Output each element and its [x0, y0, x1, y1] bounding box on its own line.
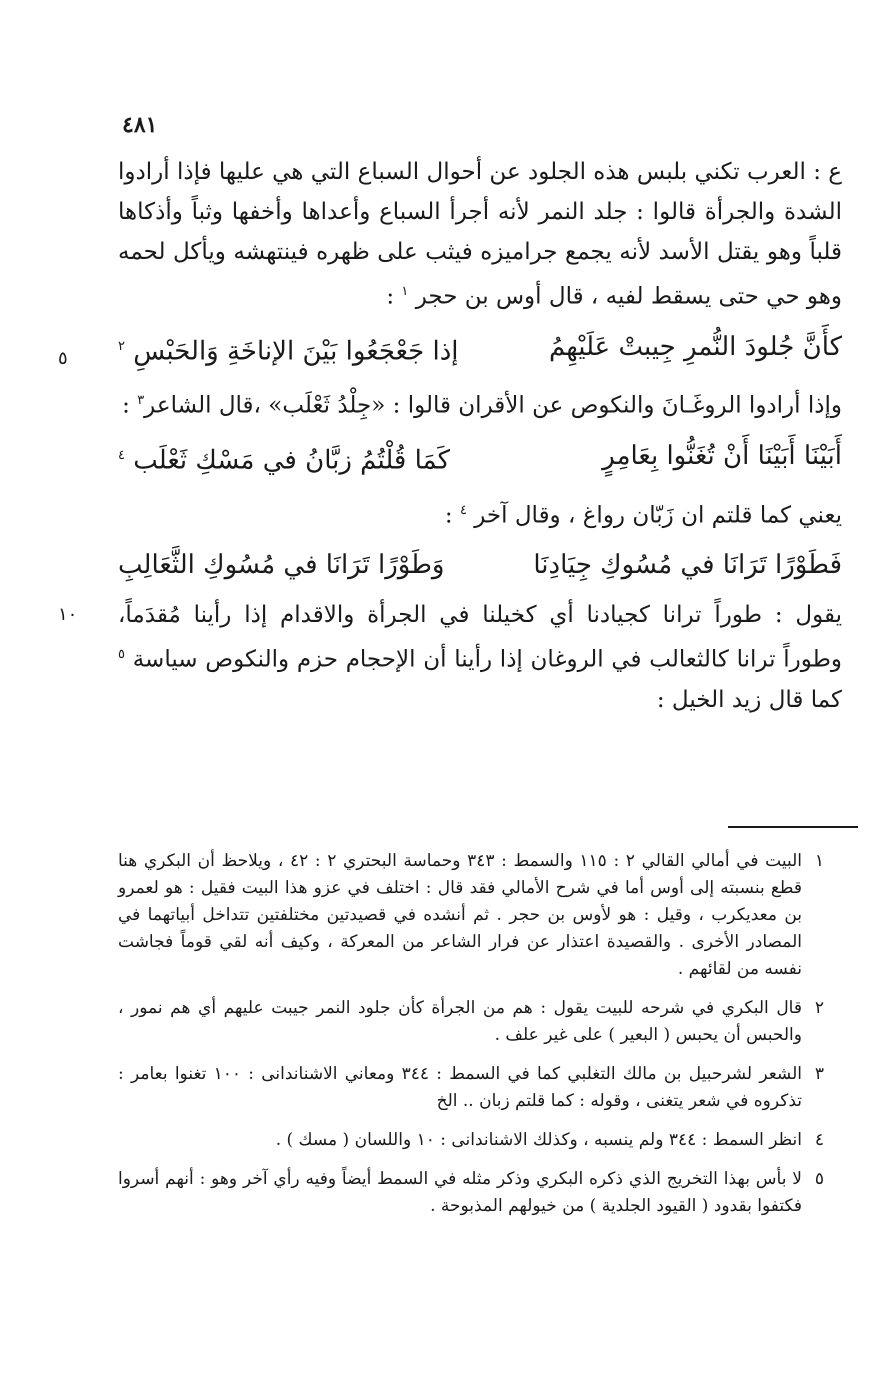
- paragraph-4: [118, 595, 842, 720]
- paragraph-2-text: وإذا أرادوا الروغَـانَ والنكوص عن الأقران قالوا : «جِلْدُ ثَعْلَب» ،قال الشاعر: [144, 392, 842, 419]
- footnote-3: [118, 1061, 824, 1115]
- footnote-ref-4b: ٤: [459, 502, 467, 518]
- paragraph-1: [118, 152, 842, 317]
- footnote-2: [118, 995, 824, 1049]
- footnote-text: قال البكري في شرحه للبيت يقول : هم من الجرأة كأن جلود النمر جيبت عليهم أي هم نمور ، والحبس أن يحبس ( البعير ) على غير علف .: [118, 998, 802, 1045]
- verse-3: [118, 543, 842, 587]
- footnote-divider: [728, 826, 858, 828]
- page-number: ٤٨١: [122, 112, 158, 138]
- footnote-ref-5: ٥: [118, 647, 125, 663]
- paragraph-3-text: يعني كما قلتم ان زَبّان رواغ ، وقال آخر: [474, 502, 842, 529]
- verse-2-second-text: كَمَا قُلْتُمُ زبَّانُ في مَسْكِ ثَعْلَب: [133, 445, 450, 476]
- paragraph-4-end: كما قال زيد الخيل :: [656, 686, 842, 713]
- footnote-5: [118, 1166, 824, 1220]
- paragraph-3: [118, 491, 842, 536]
- verse-2-first-hemistich: أَبَيْنَا أَبَيْنَا أَنْ تُغَنُّوا بِعَامِرٍ: [602, 440, 842, 471]
- footnote-ref-1: ١: [401, 284, 409, 299]
- footnote-number: ٥: [814, 1169, 824, 1189]
- line-number-5: ٥: [58, 348, 68, 369]
- paragraph-2-end: :: [122, 392, 138, 419]
- verse-1-first-hemistich: كأَنَّ جُلودَ النُّمرِ جِيبتْ عَلَيْهِمُ: [548, 331, 842, 362]
- verse-1-second-text: إذا جَعْجَعُوا بَيْنَ الإناخَةِ وَالحَبْسِ: [133, 336, 459, 367]
- paragraph-1-text: ع : العرب تكني بلبس هذه الجلود عن أحوال السباع التي هي عليها فإذا أرادوا الشدة والجرأة قالوا : جلد النمر لأنه أجرأ السباع وأعداها وأخفها وثباً وأذكاها قلباً وهو يقتل الأسد لأنه يجمع جراميزه فيثب على ظهره فينتهشه ويأكل لحمه وهو حي حتى يسقط لفيه ، قال أوس بن حجر: [118, 159, 842, 310]
- footnote-4: [118, 1127, 824, 1154]
- footnote-number: ٢: [814, 998, 824, 1018]
- footnote-number: ١: [814, 851, 824, 871]
- footnote-ref-2: ٢: [118, 338, 125, 354]
- verse-2: [118, 434, 842, 483]
- verse-2-second-hemistich: [118, 434, 450, 483]
- paragraph-3-end: :: [444, 502, 460, 529]
- main-text: [118, 152, 842, 720]
- footnote-ref-3: ٣: [137, 393, 145, 409]
- line-number-10: ١٠: [58, 604, 78, 625]
- paragraph-1-end: :: [386, 283, 402, 310]
- verse-3-first-hemistich: فَطَوْرًا تَرَانَا في مُسُوكِ جِيَادِنَا: [533, 550, 842, 581]
- footnotes: [118, 848, 824, 1232]
- paragraph-2: [118, 381, 842, 426]
- footnote-number: ٣: [814, 1064, 824, 1084]
- verse-1: [118, 325, 842, 374]
- verse-1-second-hemistich: [118, 325, 459, 374]
- verse-3-second-hemistich: وَطَوْرًا تَرَانَا في مُسُوكِ الثَّعَالِبِ: [118, 550, 445, 581]
- footnote-number: ٤: [814, 1130, 824, 1150]
- footnote-text: البيت في أمالي القالي ٢ : ١١٥ والسمط : ٣٤٣ وحماسة البحتري ٢ : ٤٢ ، ويلاحظ أن البكري هنا قطع بنسبته إلى أوس أما في شرح الأمالي فقد قال : اختلف في عزو هذا البيت فقيل : هو لعمرو بن معديكرب ، وقيل : هو لأوس بن حجر . ثم أنشده في قصيدتين مختلفتين تتداخل أبياتهما في المصادر الأخرى . والقصيدة اعتذار عن فرار الشاعر من المعركة ، وكيف أنه لقي قوماً فجاشت نفسه من لقائهم .: [118, 851, 802, 979]
- footnote-1: [118, 848, 824, 983]
- footnote-text: الشعر لشرحبيل بن مالك التغلبي كما في السمط : ٣٤٤ ومعاني الاشناندانى : ١٠٠ تغنوا بعامر : تذكروه في شعر يتغنى ، وقوله : كما قلتم زبان .. الخ: [118, 1064, 802, 1111]
- paragraph-4-text: يقول : طوراً ترانا كجيادنا أي كخيلنا في الجرأة والاقدام إذا رأينا مُقدَماً، وطوراً ترانا كالثعالب في الروغان إذا رأينا أن الإحجام حزم والنكوص سياسة: [118, 602, 842, 673]
- footnote-text: لا بأس بهذا التخريج الذي ذكره البكري وذكر مثله في السمط أيضاً وفيه رأي آخر وهو : أنهم أسروا فكتفوا بقدود ( القيود الجلدية ) من خيولهم المذبوحة .: [118, 1169, 802, 1216]
- footnote-ref-4a: ٤: [118, 447, 125, 463]
- footnote-text: انظر السمط : ٣٤٤ ولم ينسبه ، وكذلك الاشناندانى : ١٠ واللسان ( مسك ) .: [275, 1130, 802, 1150]
